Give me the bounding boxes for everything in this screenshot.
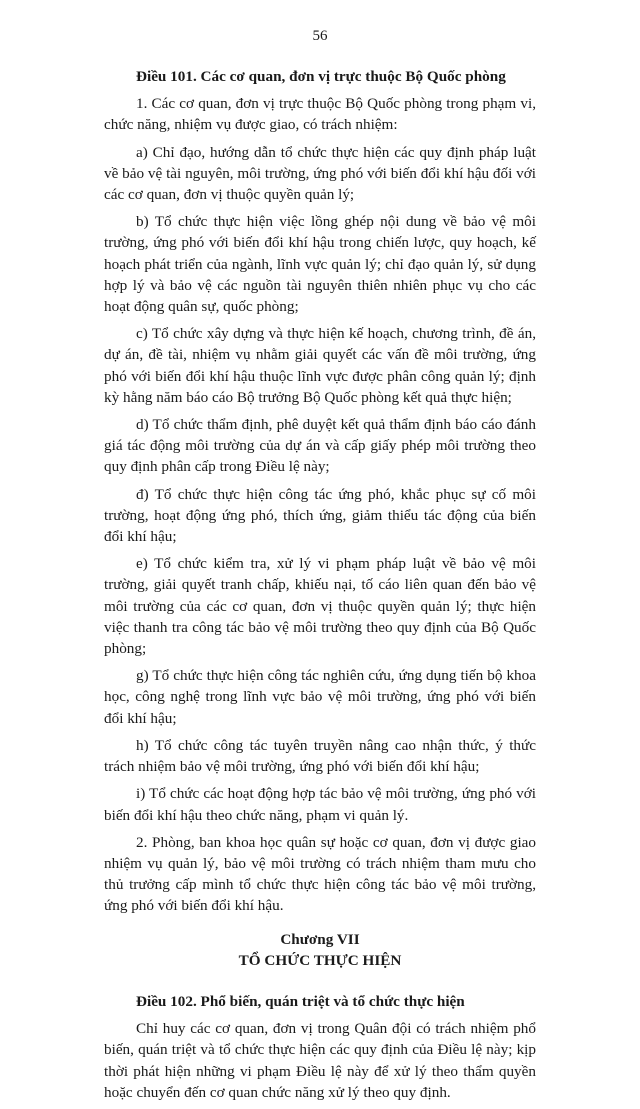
article-101-para-g: g) Tổ chức thực hiện công tác nghiên cứu, ứng dụng tiến bộ khoa học, công nghệ trong lĩnh vực bảo vệ môi trường, ứng phó với biến đổi khí hậu; — [104, 667, 536, 727]
chapter-title: TỔ CHỨC THỰC HIỆN — [238, 951, 402, 969]
article-101-para-i: i) Tổ chức các hoạt động hợp tác bảo vệ môi trường, ứng phó với biến đổi khí hậu theo chức năng, phạm vi quản lý. — [104, 785, 536, 824]
article-102-para-1: Chỉ huy các cơ quan, đơn vị trong Quân đội có trách nhiệm phổ biến, quán triệt và tổ chức thực hiện các quy định của Điều lệ này; kịp thời phát hiện những vi phạm Điều lệ này để xử lý theo thẩm quyền hoặc chuyển đến cơ quan chức năng xử lý theo quy định. — [104, 1020, 536, 1101]
chapter-heading — [104, 929, 536, 971]
article-101-para-1: 1. Các cơ quan, đơn vị trực thuộc Bộ Quốc phòng trong phạm vi, chức năng, nhiệm vụ được giao, có trách nhiệm: — [104, 95, 536, 134]
chapter-label: Chương VII — [280, 930, 360, 948]
document-body — [104, 66, 536, 1109]
article-101-para-a: a) Chỉ đạo, hướng dẫn tổ chức thực hiện các quy định pháp luật về bảo vệ tài nguyên, môi trường, ứng phó với biến đổi khí hậu đối với các cơ quan, đơn vị thuộc quyền quản lý; — [104, 143, 536, 204]
article-101-para-h: h) Tổ chức công tác tuyên truyền nâng cao nhận thức, ý thức trách nhiệm bảo vệ môi trường, ứng phó với biến đổi khí hậu; — [104, 736, 536, 776]
article-101-para-e: e) Tổ chức kiểm tra, xử lý vi phạm pháp luật về bảo vệ môi trường, giải quyết tranh chấp, khiếu nại, tố cáo liên quan đến bảo vệ môi trường của các cơ quan, đơn vị thuộc quyền quản lý; thực hiện việc thanh tra công tác bảo vệ môi trường theo quy định của Bộ Quốc phòng; — [104, 555, 536, 658]
article-101-para-b: b) Tổ chức thực hiện việc lồng ghép nội dung về bảo vệ môi trường, ứng phó với biến đổi khí hậu trong chiến lược, quy hoạch, kế hoạch phát triển của ngành, lĩnh vực quản lý; chỉ đạo quản lý, sử dụng hợp lý và bảo vệ các nguồn tài nguyên thiên nhiên phục vụ cho các hoạt động quân sự, quốc phòng; — [104, 213, 536, 316]
article-101-para-d: d) Tổ chức thẩm định, phê duyệt kết quả thẩm định báo cáo đánh giá tác động môi trường của dự án và cấp giấy phép môi trường theo quy định phân cấp trong Điều lệ này; — [104, 416, 536, 476]
article-101-para-dd: đ) Tổ chức thực hiện công tác ứng phó, khắc phục sự cố môi trường, hoạt động ứng phó, thích ứng, giảm thiểu tác động của biến đổi khí hậu; — [104, 485, 536, 546]
page-number: 56 — [312, 28, 328, 44]
article-101-para-2: 2. Phòng, ban khoa học quân sự hoặc cơ quan, đơn vị được giao nhiệm vụ quản lý, bảo vệ môi trường có trách nhiệm tham mưu cho thủ trưởng cấp mình tổ chức thực hiện công tác bảo vệ môi trường, ứng phó với biến đổi khí hậu. — [104, 833, 536, 915]
article-102-title: Điều 102. Phổ biến, quán triệt và tổ chức thực hiện — [136, 992, 465, 1010]
article-101-title: Điều 101. Các cơ quan, đơn vị trực thuộc Bộ Quốc phòng — [136, 68, 506, 85]
article-101-para-c: c) Tổ chức xây dựng và thực hiện kế hoạch, chương trình, đề án, dự án, đề tài, nhiệm vụ nhằm giải quyết các vấn đề môi trường, ứng phó với biến đổi khí hậu thuộc lĩnh vực được phân công quản lý; định kỳ hằng năm báo cáo Bộ trưởng Bộ Quốc phòng kết quả thực hiện; — [104, 325, 536, 406]
